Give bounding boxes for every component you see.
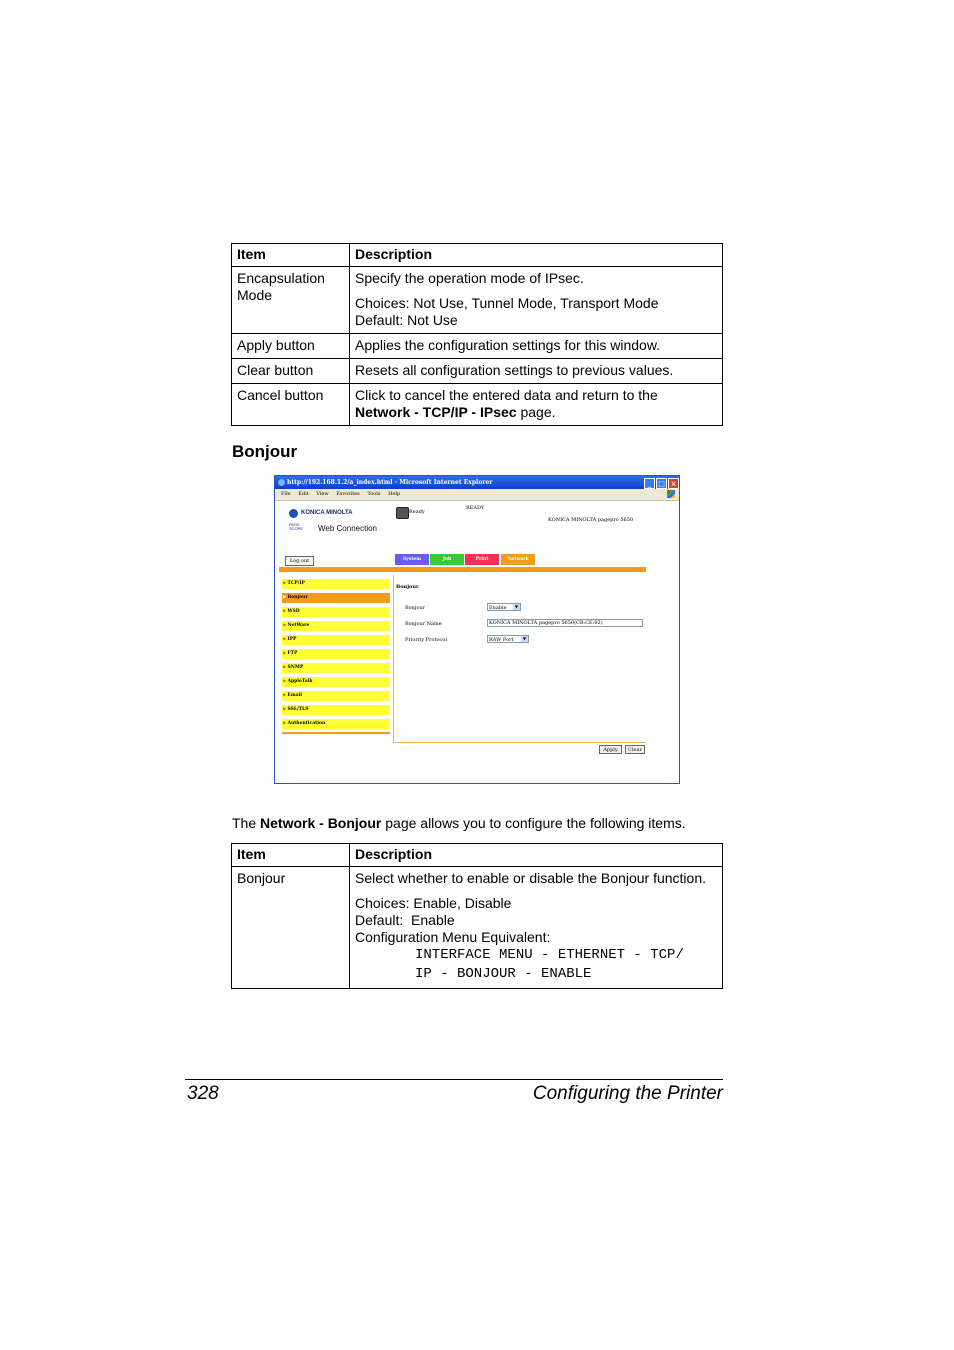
menu-help[interactable]: Help xyxy=(388,491,401,497)
sidebar-item-label: IPP xyxy=(287,637,297,642)
desc-line: Choices: Not Use, Tunnel Mode, Transport Mode xyxy=(355,295,659,311)
sidebar-item-appletalk[interactable]: ▶AppleTalk xyxy=(282,677,390,687)
table-row xyxy=(232,384,723,426)
ipsec-table xyxy=(231,243,723,426)
intro-before: The xyxy=(232,815,261,831)
close-icon[interactable]: × xyxy=(668,478,679,489)
menu-path-line: INTERFACE MENU - ETHERNET - TCP/ xyxy=(415,947,684,963)
row-description: Applies the configuration settings for this window. xyxy=(350,334,723,359)
web-connection-logo: Web Connection xyxy=(318,524,377,533)
desc-line: Default: Not Use xyxy=(355,312,458,328)
tab-underline xyxy=(279,567,646,572)
sidebar-item-label: WSD xyxy=(287,609,300,614)
sidebar xyxy=(279,575,394,742)
brand-logo: KONICA MINOLTA xyxy=(301,510,353,516)
desc-line: Select whether to enable or disable the Bonjour function. xyxy=(355,870,707,886)
sidebar-item-bonjour[interactable]: ▶Bonjour xyxy=(282,593,390,603)
apply-button[interactable]: Apply xyxy=(599,745,622,754)
table-header xyxy=(232,844,723,867)
tab-system[interactable]: System xyxy=(395,554,429,565)
table-header xyxy=(232,244,723,267)
intro-after: page allows you to configure the following items. xyxy=(381,815,686,831)
table-row xyxy=(232,334,723,359)
desc-line: Specify the operation mode of IPsec. xyxy=(355,270,584,286)
sidebar-item-label: Email xyxy=(287,693,302,698)
desc-line: Configuration Menu Equivalent: xyxy=(355,929,551,945)
konica-logo-icon xyxy=(289,509,298,518)
page-number: 328 xyxy=(187,1083,219,1104)
sidebar-item-label: Authentication xyxy=(287,721,326,726)
row-item: Bonjour xyxy=(232,867,350,989)
header-item: Item xyxy=(232,244,350,267)
header-description: Description xyxy=(350,844,723,867)
footer-rule xyxy=(185,1079,723,1080)
table-row xyxy=(232,867,723,989)
desc-after: page. xyxy=(516,404,556,420)
bonjour-label: Bonjour xyxy=(405,605,426,611)
row-description xyxy=(350,267,723,334)
content-title: Bonjour xyxy=(396,584,419,590)
desc-bold: Network - TCP/IP - IPsec xyxy=(355,404,517,420)
desc-line xyxy=(355,404,717,421)
menu-favorites[interactable]: Favorites xyxy=(336,491,360,497)
clear-button[interactable]: Clear xyxy=(625,745,645,754)
desc-line: Default: Enable xyxy=(355,912,455,928)
bonjour-select[interactable] xyxy=(487,603,521,611)
chevron-down-icon: ▼ xyxy=(514,604,519,609)
row-item: Clear button xyxy=(232,359,350,384)
sidebar-item-ssltls[interactable]: ▶SSL/TLS xyxy=(282,705,390,715)
sidebar-item-label: SSL/TLS xyxy=(287,707,309,712)
bonjour-name-label: Bonjour Name xyxy=(405,621,442,627)
row-description xyxy=(350,384,723,426)
header-item: Item xyxy=(232,844,350,867)
sidebar-item-wsd[interactable]: ▶WSD xyxy=(282,607,390,617)
bonjour-table xyxy=(231,843,723,989)
logout-button[interactable]: Log out xyxy=(285,556,314,566)
chapter-title: Configuring the Printer xyxy=(532,1083,723,1104)
sidebar-item-snmp[interactable]: ▶SNMP xyxy=(282,663,390,673)
intro-bold: Network - Bonjour xyxy=(260,815,382,831)
row-description xyxy=(350,867,723,989)
menu-view[interactable]: View xyxy=(316,491,329,497)
row-item: Apply button xyxy=(232,334,350,359)
window-titlebar xyxy=(275,476,679,489)
status-display: READY xyxy=(466,505,485,511)
sidebar-item-email[interactable]: ▶Email xyxy=(282,691,390,701)
row-item: Encapsulation Mode xyxy=(232,267,350,334)
sidebar-item-label: Bonjour xyxy=(287,595,308,600)
tab-job[interactable]: Job xyxy=(430,554,464,565)
bonjour-select-value: Enable xyxy=(489,605,507,611)
menu-file[interactable]: File xyxy=(281,491,291,497)
menu-bar xyxy=(275,489,679,501)
content-divider xyxy=(393,742,646,743)
sidebar-item-tcpip[interactable]: ▶TCP/IP xyxy=(282,579,390,589)
minimize-icon[interactable]: _ xyxy=(644,478,655,489)
section-heading: Bonjour xyxy=(232,442,298,461)
bonjour-name-input[interactable]: KONICA MINOLTA pagepro 5650(CB:CE:92) xyxy=(487,619,643,627)
maximize-icon[interactable]: □ xyxy=(656,478,667,489)
sidebar-item-label: AppleTalk xyxy=(287,679,313,684)
sidebar-item-label: SNMP xyxy=(287,665,304,670)
priority-protocol-label: Priority Protocol xyxy=(405,637,447,643)
desc-line: Choices: Enable, Disable xyxy=(355,895,512,911)
sidebar-item-label: NetWare xyxy=(287,623,310,628)
ie-icon xyxy=(278,479,285,486)
pagescope-logo: PAGE SCOPE xyxy=(289,522,304,531)
windows-logo-icon xyxy=(667,490,675,498)
browser-screenshot xyxy=(274,475,680,784)
priority-protocol-select[interactable] xyxy=(487,635,529,643)
row-item: Cancel button xyxy=(232,384,350,426)
sidebar-item-authentication[interactable]: ▶Authentication xyxy=(282,719,390,729)
intro-paragraph xyxy=(232,815,686,831)
window-title: http://192.168.1.2/a_index.html - Microsoft Internet Explorer xyxy=(287,479,493,486)
sidebar-item-ipp[interactable]: ▶IPP xyxy=(282,635,390,645)
sidebar-item-label: TCP/IP xyxy=(287,581,305,586)
sidebar-item-netware[interactable]: ▶NetWare xyxy=(282,621,390,631)
printer-icon xyxy=(396,507,409,519)
sidebar-divider xyxy=(282,732,390,734)
row-description: Resets all configuration settings to previous values. xyxy=(350,359,723,384)
table-row xyxy=(232,359,723,384)
priority-protocol-value: RAW Port xyxy=(489,637,514,643)
sidebar-item-ftp[interactable]: ▶FTP xyxy=(282,649,390,659)
menu-path-line: IP - BONJOUR - ENABLE xyxy=(415,966,592,982)
header-description: Description xyxy=(350,244,723,267)
tab-print[interactable]: Print xyxy=(465,554,499,565)
sidebar-item-label: FTP xyxy=(287,651,298,656)
menu-edit[interactable]: Edit xyxy=(298,491,309,497)
desc-line: Click to cancel the entered data and return to the xyxy=(355,387,658,403)
table-row xyxy=(232,267,723,334)
menu-tools[interactable]: Tools xyxy=(367,491,381,497)
status-text: Ready xyxy=(409,509,425,515)
printer-model: KONICA MINOLTA pagepro 5650 xyxy=(548,517,634,523)
chevron-down-icon: ▼ xyxy=(522,636,527,641)
tab-network[interactable]: Network xyxy=(501,554,535,565)
